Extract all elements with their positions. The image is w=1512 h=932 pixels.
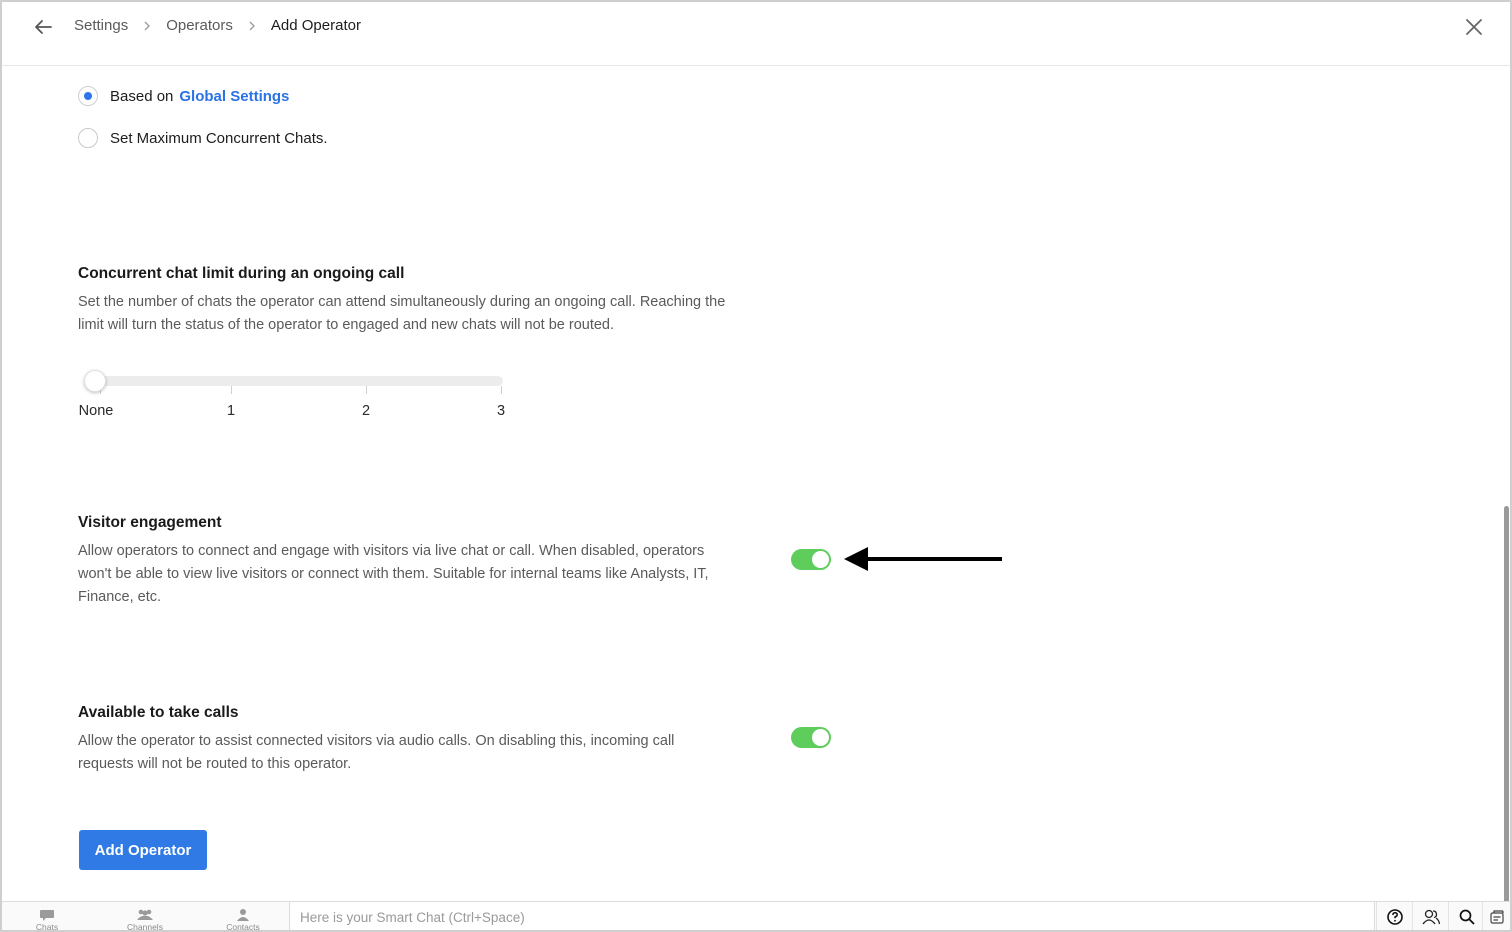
people-icon[interactable] [1412, 902, 1448, 932]
nav-chats[interactable] [17, 908, 77, 932]
nav-label: Contacts [226, 922, 260, 932]
nav-label: Chats [35, 922, 59, 932]
breadcrumb-operators[interactable]: Operators [166, 17, 233, 34]
radio-label: Based on [110, 87, 174, 105]
chevron-right-icon [245, 19, 259, 33]
slider-tick [501, 386, 502, 394]
close-icon[interactable] [1462, 15, 1486, 39]
smart-chat-input[interactable] [290, 902, 1374, 932]
visitor-engagement-toggle[interactable] [791, 549, 831, 570]
call-limit-slider[interactable] [78, 371, 506, 421]
breadcrumb-current: Add Operator [270, 17, 361, 34]
breadcrumb-settings[interactable]: Settings [74, 17, 129, 34]
radio-option-max[interactable] [78, 128, 328, 148]
nav-label: Channels [127, 922, 163, 932]
annotation-arrow-icon [842, 544, 1004, 574]
group-icon [136, 908, 154, 922]
nav-channels[interactable] [115, 908, 175, 932]
call-limit-title: Concurrent chat limit during an ongoing call [78, 265, 405, 282]
scrollbar-thumb[interactable] [1504, 506, 1509, 932]
global-settings-link[interactable]: Global Settings [179, 87, 290, 105]
chat-bubble-icon [38, 908, 56, 922]
nav-contacts[interactable] [213, 908, 273, 932]
visitor-engagement-title: Visitor engagement [78, 514, 222, 531]
header [2, 2, 1510, 66]
available-calls-description: Allow the operator to assist connected visitors via audio calls. On disabling this, incoming call requests will not be routed to this operator. [78, 733, 675, 772]
slider-label-1[interactable]: 1 [226, 403, 236, 419]
slider-tick [231, 386, 232, 394]
radio-label: Set Maximum Concurrent Chats. [110, 129, 328, 147]
slider-track[interactable] [95, 376, 503, 386]
notifications-icon[interactable] [1482, 902, 1510, 932]
scrollbar[interactable] [1502, 66, 1510, 900]
smart-chat-input-wrapper[interactable] [289, 902, 1375, 932]
add-operator-button[interactable]: Add Operator [79, 830, 207, 870]
chevron-right-icon [140, 19, 154, 33]
back-arrow-icon[interactable] [30, 14, 56, 40]
bottom-bar [2, 901, 1510, 932]
help-icon[interactable] [1376, 902, 1412, 932]
call-limit-description: Set the number of chats the operator can attend simultaneously during an ongoing call. Reaching the limit will turn the status of the operator to engaged and new chats will not be routed. [78, 294, 726, 333]
slider-label-none[interactable]: None [78, 403, 114, 419]
radio-option-global[interactable] [78, 86, 289, 106]
radio-button-unchecked[interactable] [78, 128, 98, 148]
visitor-engagement-description: Allow operators to connect and engage with visitors via live chat or call. When disabled, operators won't be able to view live visitors or connect with them. Suitable for internal teams like Analysts, IT, Finance, etc. [78, 543, 709, 605]
slider-label-2[interactable]: 2 [361, 403, 371, 419]
slider-label-3[interactable]: 3 [496, 403, 506, 419]
slider-tick [366, 386, 367, 394]
person-icon [234, 908, 252, 922]
available-calls-title: Available to take calls [78, 704, 239, 721]
breadcrumb [74, 17, 361, 34]
available-calls-toggle[interactable] [791, 727, 831, 748]
radio-button-checked[interactable] [78, 86, 98, 106]
search-icon[interactable] [1448, 902, 1484, 932]
slider-thumb[interactable] [84, 370, 106, 392]
